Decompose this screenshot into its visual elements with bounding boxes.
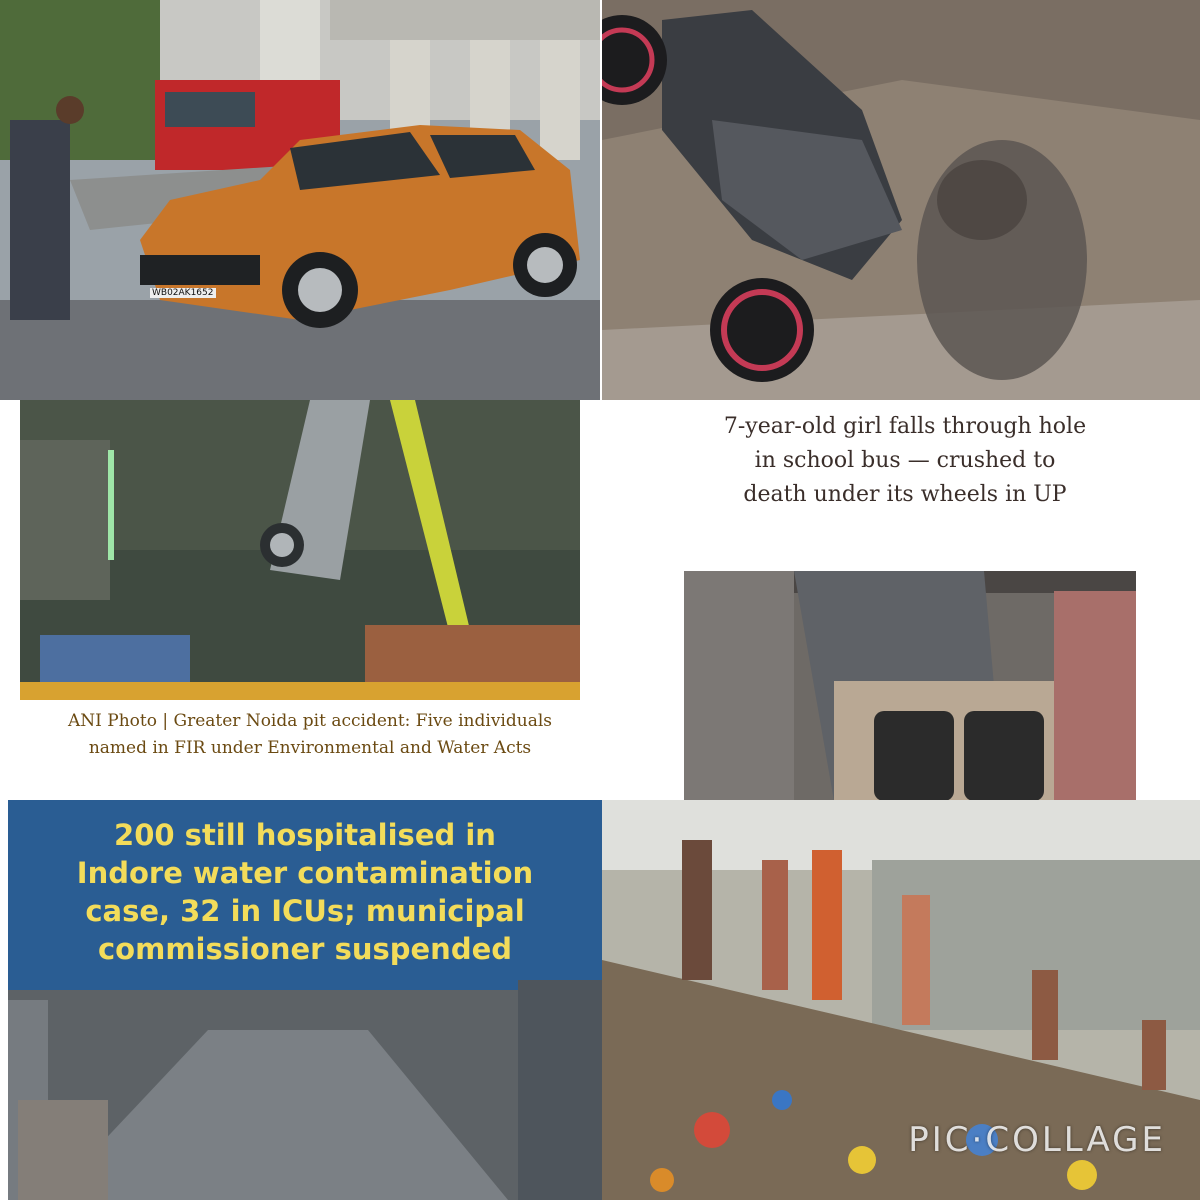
- noida-pit-photo: [20, 400, 600, 700]
- pic-collage-watermark: PIC·COLLAGE: [908, 1120, 1166, 1160]
- noida-pit-caption: ANI Photo | Greater Noida pit accident: Five individuals named in FIR under Environmental and Water Acts: [68, 711, 552, 758]
- school-bus-tile: [602, 400, 1200, 800]
- license-plate: WB02AK1652: [152, 288, 214, 298]
- motorcycle-pit-photo: [602, 0, 1200, 400]
- indore-tile: [8, 800, 602, 1200]
- indore-headline: 200 still hospitalised in Indore water contamination case, 32 in ICUs; municipal commissioner suspended: [76, 818, 534, 966]
- school-bus-headline: 7-year-old girl falls through hole in school bus — crushed to death under its wheels in UP: [723, 414, 1087, 507]
- noida-pit-tile: [0, 400, 600, 800]
- river-ghat-photo: [602, 800, 1200, 1200]
- flyover-accident-photo: [0, 0, 600, 400]
- school-bus-photo: [684, 571, 1136, 800]
